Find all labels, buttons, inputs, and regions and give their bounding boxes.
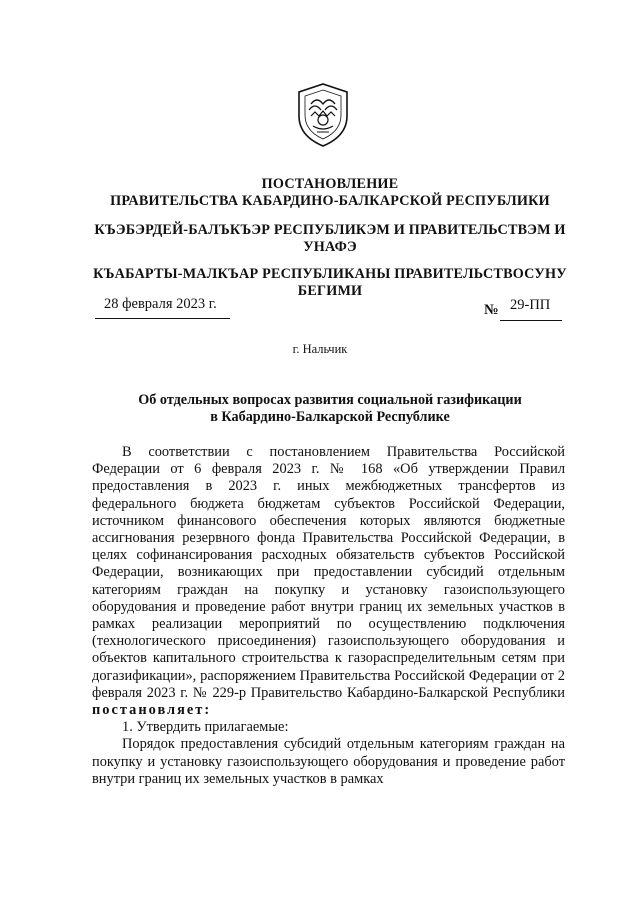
- number-underline: [500, 320, 562, 321]
- preamble-text: В соответствии с постановлением Правительства Российской Федерации от 6 февраля 2023 г. № 168 «Об утверждении Правил предоставления в 2023 г. иных межбюджетных трансфертов из федерального бюджета бюджетам субъектов Российской Федерации, источником финансового обеспечения которых являются бюджетные ассигнования резервного фонда Правительства Российской Федерации, в целях софинансирования расходных обязательств субъектов Российской Федерации, возникающих при предоставлении субсидий отдельным категориям граждан на покупку и установку газоиспользующего оборудования и проведение работ внутри границ их земельных участков в рамках реализации мероприятий по осуществлению подключения (технологического присоединения) газоиспользующего оборудования и объектов капитального строительства к газораспределительным сетям при догазификации», распоряжением Правительства Российской Федерации от 2 февраля 2023 г. № 229-р Правительство Кабардино-Балкарской Республики: [92, 444, 565, 701]
- paragraph-preamble: [92, 444, 565, 719]
- header-block-1: [90, 176, 570, 210]
- issuer-title-krc-line1: КЪАБАРТЫ-МАЛКЪАР РЕСПУБЛИКАНЫ ПРАВИТЕЛЬСТВОСУНУ: [93, 266, 567, 282]
- decree-word: постановляет:: [92, 702, 212, 719]
- issuer-title-ru: ПРАВИТЕЛЬСТВА КАБАРДИНО-БАЛКАРСКОЙ РЕСПУБЛИКИ: [110, 193, 550, 209]
- issuer-title-krc-line2: БЕГИМИ: [297, 283, 363, 299]
- document-title-line2: в Кабардино-Балкарской Республике: [210, 409, 450, 425]
- header-block-3: [90, 266, 570, 300]
- paragraph-procedure: Порядок предоставления субсидий отдельным категориям граждан на покупку и установку газоиспользующего оборудования и проведение работ внутри границ их земельных участков в рамках: [92, 736, 565, 787]
- paragraph-item-1: 1. Утвердить прилагаемые:: [122, 719, 289, 736]
- document-title: [100, 392, 560, 426]
- number-label: №: [484, 302, 499, 318]
- city: г. Нальчик: [292, 342, 348, 356]
- date-underline: [95, 318, 230, 319]
- document-body: [92, 444, 565, 788]
- document-date: 28 февраля 2023 г.: [104, 296, 217, 312]
- document-number: 29-ПП: [510, 297, 551, 313]
- doc-type-title: ПОСТАНОВЛЕНИЕ: [261, 176, 399, 192]
- header-block-2: [90, 222, 570, 256]
- document-title-line1: Об отдельных вопросах развития социальной газификации: [138, 392, 522, 408]
- issuer-title-kbd-line1: КЪЭБЭРДЕЙ-БАЛЪКЪЭР РЕСПУБЛИКЭМ И ПРАВИТЕЛЬСТВЭМ И: [94, 222, 566, 238]
- issuer-title-kbd-line2: УНАФЭ: [303, 239, 357, 255]
- kbr-coat-of-arms-icon: [293, 82, 353, 148]
